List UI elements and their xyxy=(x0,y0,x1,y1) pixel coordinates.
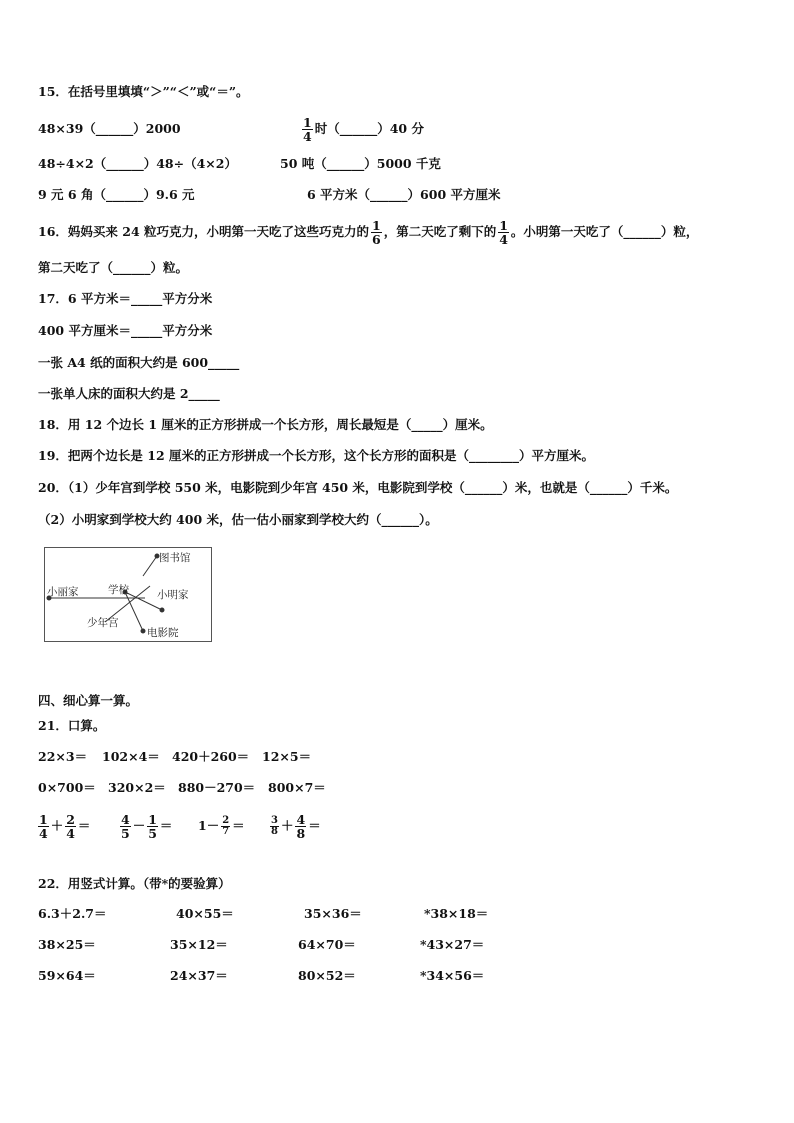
q22-row2-item: 35×12＝ xyxy=(170,937,228,952)
map-label-cinema: 电影院 xyxy=(147,627,179,639)
q22-row2-item: 38×25＝ xyxy=(38,937,96,952)
q16-line-1: 16．妈妈买来 24 粒巧克力，小明第一天吃了这些巧克力的 $\frac{1}{6}$ ，第二天吃了剩下的 $\frac{1}{4}$ 。小明第一天吃了（______）粒， xyxy=(38,218,699,247)
fraction: $\frac{3}{8}$ xyxy=(271,815,278,837)
map-label-youth-palace: 少年宫 xyxy=(87,617,119,629)
q22-row3-item: *34×56＝ xyxy=(420,968,485,983)
q22-title: 22．用竖式计算。（带*的要验算） xyxy=(38,876,231,891)
fraction: $\frac{4}{8}$ xyxy=(296,812,306,841)
q22-row1-item: *38×18＝ xyxy=(424,906,489,921)
q21-row1-item: 102×4＝ xyxy=(102,749,160,764)
q22-row3-item: 80×52＝ xyxy=(298,968,356,983)
q22-row1-item: 35×36＝ xyxy=(304,906,362,921)
q21-row1-item: 22×3＝ xyxy=(38,749,88,764)
q20-part-2: （2）小明家到学校大约 400 米，估一估小丽家到学校大约（______）。 xyxy=(38,512,438,527)
fraction: $\frac{1}{5}$ xyxy=(148,812,157,841)
q17-line-1: 17．6 平方米＝_____平方分米 xyxy=(38,291,213,306)
q22-row2-item: *43×27＝ xyxy=(420,937,485,952)
q15-title: 15．在括号里填填“＞”“＜”或“＝”。 xyxy=(38,84,249,99)
q15-item-1a: 48×39（______）2000 xyxy=(38,121,181,136)
map-label-school: 学校 xyxy=(108,584,129,596)
fraction: $\frac{2}{4}$ xyxy=(66,812,75,841)
q17-line-2: 400 平方厘米＝_____平方分米 xyxy=(38,323,213,338)
q20-part-1: 20．（1）少年宫到学校 550 米，电影院到少年宫 450 米，电影院到学校（______）米，也就是（______）千米。 xyxy=(38,480,678,495)
q21-row2-item: 320×2＝ xyxy=(108,780,166,795)
q19: 19．把两个边长是 12 厘米的正方形拼成一个长方形，这个长方形的面积是（________）平方厘米。 xyxy=(38,448,594,463)
q21-fraction-expr-4: $\frac{3}{8}$ ＋ $\frac{4}{8}$ ＝ xyxy=(271,812,321,841)
fraction: $\frac{1}{4}$ xyxy=(499,218,508,247)
fraction: $\frac{1}{6}$ xyxy=(372,218,381,247)
q22-row3-item: 59×64＝ xyxy=(38,968,96,983)
q21-row1-item: 420＋260＝ xyxy=(172,749,250,764)
q15-item-3a: 9 元 6 角（______）9.6 元 xyxy=(38,187,195,202)
q15-item-3b: 6 平方米（______）600 平方厘米 xyxy=(307,187,501,202)
q15-item-1b: $\frac{1}{4}$ 时（______）40 分 xyxy=(303,115,424,144)
q21-row2-item: 0×700＝ xyxy=(38,780,96,795)
q16-line-2: 第二天吃了（______）粒。 xyxy=(38,260,189,275)
q21-row1-item: 12×5＝ xyxy=(262,749,312,764)
q21-row2-item: 880－270＝ xyxy=(178,780,256,795)
q22-row1-item: 6.3＋2.7＝ xyxy=(38,906,107,921)
q18: 18．用 12 个边长 1 厘米的正方形拼成一个长方形，周长最短是（_____）厘米。 xyxy=(38,417,493,432)
q17-line-4: 一张单人床的面积大约是 2_____ xyxy=(38,386,220,401)
q21-fraction-expr-1: $\frac{1}{4}$ ＋ $\frac{2}{4}$ ＝ xyxy=(39,812,91,841)
fraction: $\frac{2}{7}$ xyxy=(222,815,230,837)
q15-item-2b: 50 吨（______）5000 千克 xyxy=(280,156,441,171)
map-label-xiaoming-home: 小明家 xyxy=(157,589,189,601)
fraction: $\frac{1}{4}$ xyxy=(39,812,48,841)
q21-row2-item: 800×7＝ xyxy=(268,780,326,795)
q17-line-3: 一张 A4 纸的面积大约是 600_____ xyxy=(38,355,240,370)
map-label-library: 图书馆 xyxy=(159,552,191,564)
section-heading: 四、细心算一算。 xyxy=(38,693,139,708)
q21-title: 21．口算。 xyxy=(38,718,106,733)
q22-row3-item: 24×37＝ xyxy=(170,968,228,983)
location-map xyxy=(44,547,212,642)
q22-row1-item: 40×55＝ xyxy=(176,906,234,921)
map-label-xiaoli-home: 小丽家 xyxy=(47,586,79,598)
fraction: $\frac{1}{4}$ xyxy=(303,115,312,144)
q22-row2-item: 64×70＝ xyxy=(298,937,356,952)
q21-fraction-expr-3: 1－ $\frac{2}{7}$ ＝ xyxy=(198,815,245,837)
fraction: $\frac{4}{5}$ xyxy=(121,812,130,841)
q15-item-2a: 48÷4×2（______）48÷（4×2） xyxy=(38,156,237,171)
q21-fraction-expr-2: $\frac{4}{5}$ － $\frac{1}{5}$ ＝ xyxy=(121,812,173,841)
